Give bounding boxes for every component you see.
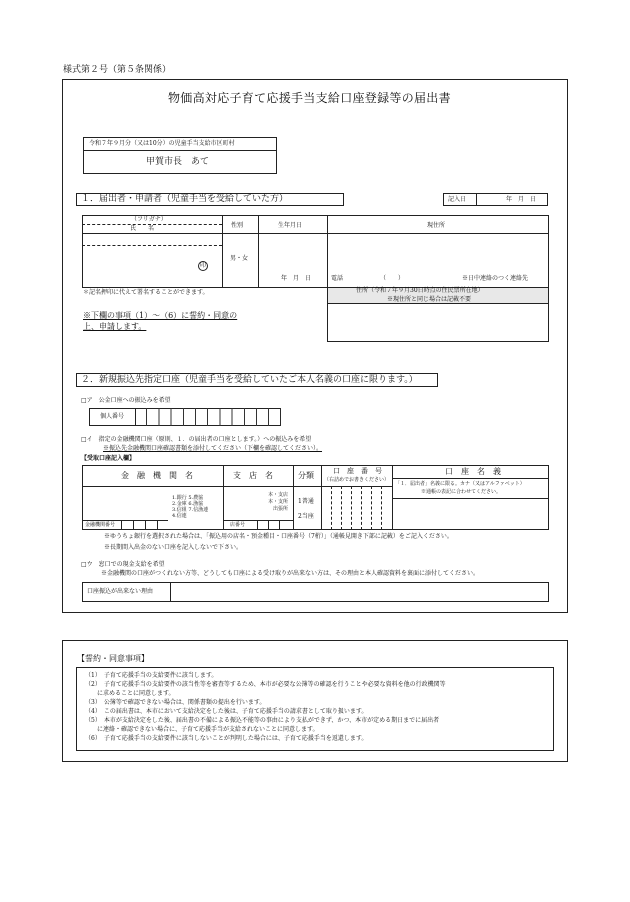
option-a[interactable]: □ア 公金口座への振込みを希望 [81,397,171,404]
municipality-addressee: 甲賀市長 あて [146,157,210,167]
bank-type-5[interactable]: 5.農協 [188,495,204,501]
bank-type-1[interactable]: 1.銀行 [172,495,187,501]
pledge-item: に求めることに同意します。 [85,690,175,697]
birth-header: 生年月日 [278,222,303,229]
branch-type-3[interactable]: 出張所 [273,506,289,512]
bank-type-options[interactable] [172,489,208,519]
gender-value[interactable]: 男・女 [230,255,249,262]
entry-date-label: 記入日 [448,196,467,203]
pledge-item: に連絡・確認できない場合に、子育て応援手当が支給されないことに同意します。 [85,726,319,733]
pledge-item: （2） 子育て応援手当の支給要件の該当性等を審査等するため、本市が必要な公簿等の確認を行うことや必要な資料を他の行政機関等 [85,681,446,688]
branch-type-1[interactable]: 本・支店 [268,492,289,498]
birth-value[interactable]: 年 月 日 [281,275,312,282]
bank-type-6[interactable]: 6.漁協 [188,501,204,507]
category-type-1[interactable]: 1普通 [298,498,314,505]
account-header: 口 座 番 号 [333,467,382,475]
seal-mark: 印 [199,262,206,269]
longterm-note: ※長期間入出金のない口座を記入しないで下さい。 [104,544,243,551]
name-label: 氏 名 [130,225,155,232]
option-b[interactable]: □イ 指定の金融機関口座（原則、１．の届出者の口座とします。）への振込みを希望 [81,436,312,443]
phone-label: 電話 [331,275,344,282]
pledge-item: （5） 本市が支給決定をした後、届出書の不備による振込不能等の事由により支払ができず、かつ、本市が定める期日までに届出者 [85,717,440,724]
phone-parens[interactable]: （ ） [380,275,405,282]
option-c[interactable]: □ウ 窓口での現金支給を希望 [81,561,165,568]
bank-type-2[interactable]: 2.金庫 [172,501,187,507]
address-header: 現住所 [427,222,446,229]
option-b-note: ※振込先金融機関口座確認書類を添付してください（下欄を確認してください）。 [103,445,323,452]
personal-number-label: 個人番号 [100,413,125,420]
consent-line-2: 上、申請します。 [83,322,147,331]
pledge-item: （4） この届出書は、本市において支給決定をした後は、子育て応援手当の請求書として取り扱います。 [85,708,368,715]
form-title: 物価高対応子育て応援手当支給口座登録等の届出書 [168,91,451,105]
prev-address-label: 住所（令和７年９月30日時点の住民票所在地） [356,287,484,294]
branch-type-2[interactable]: 本・支所 [268,499,289,505]
bank-type-4[interactable]: 4.信連 [172,513,187,519]
account-sub: （右詰めでお書きください） [324,477,390,483]
bank-name-header: 金 融 機 関 名 [121,471,193,480]
entry-date-value: 年 月 日 [506,196,537,203]
form-number: 様式第２号（第５条関係） [63,65,172,75]
pledge-heading: 【誓約・同意事項】 [77,654,149,663]
section1-heading: １．届出者・申請者（児童手当を受給していた方） [81,194,289,204]
prev-address-field[interactable] [327,303,549,342]
personal-number-cells[interactable] [135,408,281,426]
holder-note-1: 「１．届出者」名義に限る。カナ（又はアルファベット） [395,481,525,487]
sign-note: ＊記名押印に代えて署名することができます。 [83,289,209,296]
holder-note-2: ※通帳の表記に合わせてください。 [421,489,502,495]
entry-label: 【受取口座記入欄】 [81,455,136,462]
furigana-label: （フリガナ） [131,216,167,223]
bank-type-3[interactable]: 3.信組 [172,507,187,513]
phone-note: ※日中連絡のつく連絡先 [462,275,529,282]
category-header: 分類 [298,471,314,480]
option-c-note: ※金融機関の口座がつくれない方等、どうしても口座による受け取りが出来ない方は、その理由と本人確認資料を裏面に添付してください。 [101,570,480,577]
reason-label: 口座振込が出来ない理由 [87,588,154,595]
pledge-item: （1） 子育て応援手当の支給要件に該当します。 [85,672,218,679]
branch-header: 支 店 名 [233,471,273,480]
branch-code-label: 店番号 [230,522,246,528]
section2-heading: ２．新規振込先指定口座（児童手当を受給していたご本人名義の口座に限ります。） [81,375,418,385]
pledge-item: （3） 公簿等で確認できない場合は、関係書類の提出を行います。 [85,699,266,706]
category-type-2[interactable]: 2当座 [298,513,314,520]
bank-code-label: 金融機関番号 [85,522,116,528]
yucho-note: ※ゆうちょ銀行を選択された場合は、「振込用の店名・預金種目・口座番号（7桁）」（通帳見開き下部に記載）をご記入ください。 [104,533,453,540]
municipality-caption: 令和７年９月分（又は10分）の児童手当支給市区町村 [89,140,235,147]
gender-header: 性別 [231,222,244,229]
bank-type-7[interactable]: 7.信漁連 [188,507,209,513]
prev-address-note: ※現住所と同じ場合は記載不要 [387,296,472,303]
pledge-item: （6） 子育て応援手当の支給要件に該当しないことが判明した場合には、子育て応援手当を返還します。 [85,735,368,742]
consent-line-1: ※下欄の事項（1）～（6）に誓約・同意の [83,311,238,320]
holder-header: 口 座 名 義 [445,467,501,476]
